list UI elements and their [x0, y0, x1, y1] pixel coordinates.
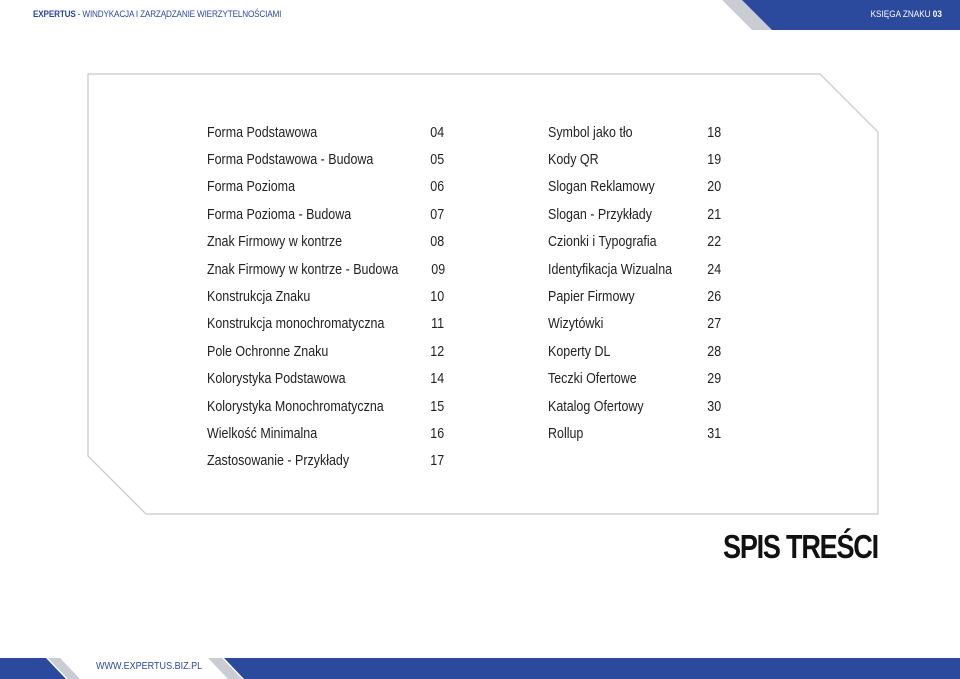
- toc-entry[interactable]: [207, 283, 444, 310]
- toc-entry[interactable]: [548, 420, 721, 447]
- toc-entry-label: Forma Pozioma: [207, 179, 296, 196]
- page-title: SPIS TREŚCI: [723, 528, 878, 565]
- toc-entry[interactable]: [207, 174, 444, 201]
- toc-entry[interactable]: [207, 119, 444, 146]
- toc-entry-page: 24: [707, 261, 721, 278]
- toc-entry[interactable]: [548, 119, 721, 146]
- toc-entry-label: Teczki Ofertowe: [548, 371, 637, 388]
- toc-entry-page: 09: [431, 261, 446, 278]
- toc-entry-page: 11: [431, 316, 444, 333]
- toc-entry[interactable]: [548, 256, 721, 283]
- toc-entry-page: 22: [707, 234, 721, 251]
- brand-name: EXPERTUS: [33, 9, 76, 20]
- toc-entry-label: Slogan Reklamowy: [548, 179, 655, 196]
- toc-entry-page: 27: [707, 316, 721, 333]
- toc-entry-label: Kolorystyka Monochromatyczna: [207, 398, 384, 415]
- toc-entry[interactable]: [548, 201, 721, 228]
- toc-entry-page: 26: [707, 289, 721, 306]
- toc-entry[interactable]: [207, 201, 444, 228]
- toc-entry-label: Papier Firmowy: [548, 289, 635, 306]
- toc-entry-label: Wizytówki: [548, 316, 604, 333]
- toc-entry-label: Koperty DL: [548, 343, 611, 360]
- toc-entry-page: 15: [430, 398, 444, 415]
- toc-entry[interactable]: [548, 311, 721, 338]
- toc-entry[interactable]: [207, 311, 444, 338]
- toc-entry-label: Znak Firmowy w kontrze - Budowa: [207, 261, 399, 278]
- toc-entry[interactable]: [548, 229, 721, 256]
- toc-entry-page: 28: [707, 343, 721, 360]
- toc-entry-label: Identyfikacja Wizualna: [548, 261, 673, 278]
- toc-entry[interactable]: [207, 256, 444, 283]
- toc-entry-label: Pole Ochronne Znaku: [207, 343, 329, 360]
- toc-entry[interactable]: [548, 174, 721, 201]
- toc-entry-page: 08: [430, 234, 444, 251]
- toc-entry[interactable]: [548, 283, 721, 310]
- toc-entry[interactable]: [207, 420, 444, 447]
- toc-entry-label: Zastosowanie - Przykłady: [207, 453, 350, 470]
- toc-entry-page: 31: [707, 425, 721, 442]
- toc-entry-page: 17: [430, 453, 444, 470]
- toc-entry[interactable]: [548, 146, 721, 173]
- toc-entry-label: Forma Podstawowa: [207, 124, 318, 141]
- toc-entry-page: 12: [430, 343, 444, 360]
- toc-entry-label: Forma Podstawowa - Budowa: [207, 152, 374, 169]
- toc-entry-page: 04: [430, 124, 444, 141]
- toc-entry[interactable]: [207, 338, 444, 365]
- toc-entry-page: 16: [430, 425, 444, 442]
- toc-entry-page: 14: [430, 371, 444, 388]
- toc-entry-label: Znak Firmowy w kontrze: [207, 234, 343, 251]
- toc-entry-page: 19: [707, 152, 721, 169]
- toc-entry-page: 06: [430, 179, 444, 196]
- toc-entry-label: Katalog Ofertowy: [548, 398, 644, 415]
- toc-entry[interactable]: [207, 393, 444, 420]
- toc-entry-page: 20: [707, 179, 721, 196]
- website-link[interactable]: WWW.EXPERTUS.BIZ.PL: [96, 660, 203, 672]
- toc-column-left: [207, 119, 444, 475]
- toc-entry[interactable]: [207, 229, 444, 256]
- toc-entry[interactable]: [207, 366, 444, 393]
- toc-entry[interactable]: [548, 393, 721, 420]
- toc-entry-label: Kody QR: [548, 152, 599, 169]
- toc-entry-label: Symbol jako tło: [548, 124, 633, 141]
- toc-entry-page: 29: [707, 371, 721, 388]
- toc-entry-label: Czionki i Typografia: [548, 234, 657, 251]
- section-label: KSIĘGA ZNAKU: [870, 9, 933, 20]
- toc-entry[interactable]: [548, 366, 721, 393]
- toc-entry[interactable]: [548, 338, 721, 365]
- toc-entry-label: Konstrukcja Znaku: [207, 289, 311, 306]
- toc-entry-label: Forma Pozioma - Budowa: [207, 206, 352, 223]
- toc-entry-label: Slogan - Przykłady: [548, 206, 652, 223]
- toc-entry[interactable]: [207, 146, 444, 173]
- toc-entry-page: 07: [430, 206, 444, 223]
- toc-entry-page: 18: [707, 124, 721, 141]
- toc-entry-label: Wielkość Minimalna: [207, 425, 318, 442]
- brand-tagline: - WINDYKACJA I ZARZĄDZANIE WIERZYTELNOŚCIAMI: [75, 9, 282, 20]
- toc-entry-label: Konstrukcja monochromatyczna: [207, 316, 385, 333]
- toc-entry-label: Rollup: [548, 425, 584, 442]
- toc-entry-page: 21: [707, 206, 721, 223]
- toc-entry[interactable]: [207, 448, 444, 475]
- toc-entry-page: 10: [430, 289, 444, 306]
- toc-entry-page: 05: [430, 152, 444, 169]
- page-number: 03: [932, 9, 942, 20]
- toc-entry-label: Kolorystyka Podstawowa: [207, 371, 346, 388]
- toc-column-right: [548, 119, 721, 448]
- toc-entry-page: 30: [707, 398, 721, 415]
